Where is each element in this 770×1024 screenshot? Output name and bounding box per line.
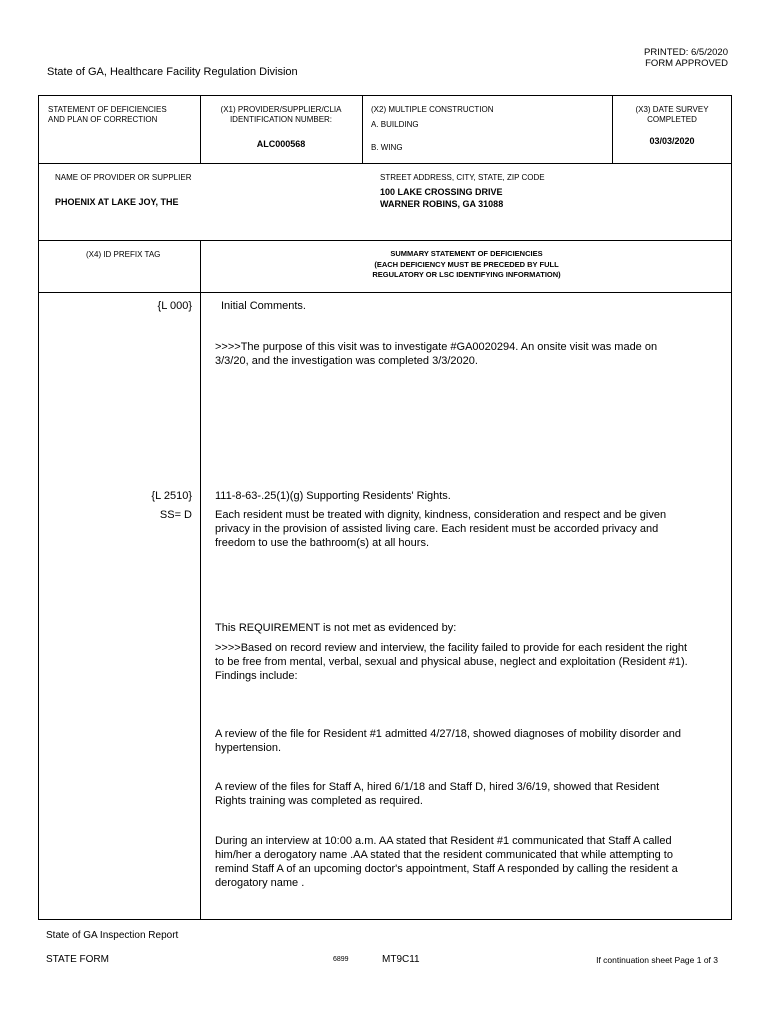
findings-paragraph: >>>>Based on record review and interview, the facility failed to provide for each resident the right to be free from mental, verbal, sexual and physical abuse, neglect and exploitation (Resident #1). Findings include:	[215, 642, 688, 682]
survey-date-value: 03/03/2020	[649, 136, 695, 146]
tag-l000: {L 000}	[157, 300, 192, 312]
state-form-label: STATE FORM	[46, 954, 109, 965]
report-name: State of GA Inspection Report	[46, 930, 179, 941]
form-code: 6899	[333, 956, 349, 963]
x2-building: A. BUILDING	[371, 120, 419, 129]
requirement-statement: This REQUIREMENT is not met as evidenced by:	[215, 622, 457, 634]
statement-label: STATEMENT OF DEFICIENCIES AND PLAN OF CORRECTION	[48, 105, 167, 124]
continuation-note: If continuation sheet Page 1 of 3	[596, 955, 718, 965]
x2-label: (X2) MULTIPLE CONSTRUCTION	[371, 105, 494, 114]
address-line-2: WARNER ROBINS, GA 31088	[380, 199, 504, 209]
agency-title: State of GA, Healthcare Facility Regulation Division	[47, 66, 298, 78]
x4-label: (X4) ID PREFIX TAG	[86, 250, 161, 259]
address-line-1: 100 LAKE CROSSING DRIVE	[380, 187, 503, 197]
initial-comments: Initial Comments.	[221, 300, 306, 312]
rule-citation: 111-8-63-.25(1)(g) Supporting Residents' Rights.	[215, 490, 451, 502]
resident-review-paragraph: A review of the file for Resident #1 admitted 4/27/18, showed diagnoses of mobility disorder and hypertension.	[215, 728, 681, 754]
purpose-paragraph: >>>>The purpose of this visit was to investigate #GA0020294. An onsite visit was made on 3/3/20, and the investigation was completed 3/3/2020.	[215, 341, 658, 367]
form-approved: FORM APPROVED	[645, 58, 728, 69]
printed-date: PRINTED: 6/5/2020	[644, 47, 728, 58]
provider-name-label: NAME OF PROVIDER OR SUPPLIER	[55, 173, 192, 182]
x1-label: (X1) PROVIDER/SUPPLIER/CLIA IDENTIFICATION NUMBER:	[220, 105, 342, 124]
x3-label: (X3) DATE SURVEY COMPLETED	[635, 105, 709, 124]
staff-review-paragraph: A review of the files for Staff A, hired 6/1/18 and Staff D, hired 3/6/19, showed that Resident Rights training was completed as required.	[215, 781, 660, 807]
provider-name-value: PHOENIX AT LAKE JOY, THE	[55, 197, 179, 207]
severity-scope: SS= D	[159, 509, 192, 521]
summary-heading: SUMMARY STATEMENT OF DEFICIENCIES (EACH DEFICIENCY MUST BE PRECEDED BY FULL REGULATORY OR LSC IDENTIFYING INFORMATION)	[372, 249, 561, 279]
event-id: MT9C11	[382, 954, 420, 965]
rule-text: Each resident must be treated with dignity, kindness, consideration and respect and be given privacy in the provision of assisted living care. Each resident must be accorded privacy and freedom to use the bathroom(s) at all hours.	[215, 509, 667, 549]
x2-wing: B. WING	[371, 143, 403, 152]
provider-id-value: ALC000568	[256, 139, 306, 149]
address-label: STREET ADDRESS, CITY, STATE, ZIP CODE	[380, 173, 545, 182]
interview-paragraph: During an interview at 10:00 a.m. AA stated that Resident #1 communicated that Staff A called him/her a derogatory name .AA stated that the resident communicated that while attempting to remind Staff A of an upcoming doctor's appointment, Staff A responded by calling the resident a derogatory name .	[215, 835, 678, 889]
tag-l2510: {L 2510}	[151, 490, 192, 502]
